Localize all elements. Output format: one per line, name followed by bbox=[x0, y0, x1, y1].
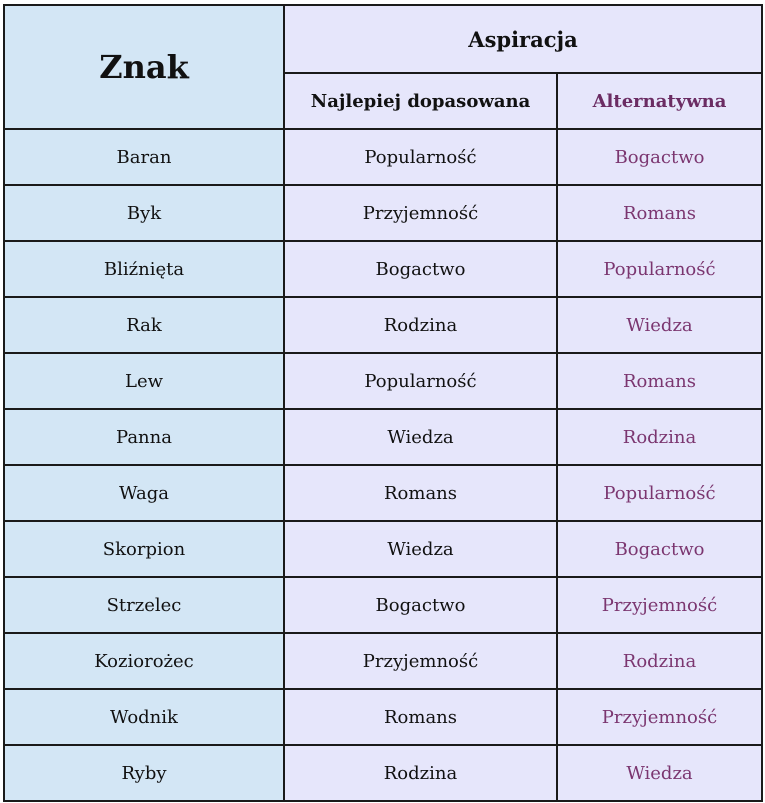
zodiac-aspiration-table bbox=[3, 4, 763, 802]
table-row bbox=[4, 745, 762, 801]
best-match-cell: Romans bbox=[284, 689, 557, 745]
alternative-cell: Popularność bbox=[557, 465, 762, 521]
sign-cell: Ryby bbox=[4, 745, 284, 801]
sign-cell: Waga bbox=[4, 465, 284, 521]
alternative-cell: Wiedza bbox=[557, 745, 762, 801]
table-row bbox=[4, 297, 762, 353]
best-match-cell: Popularność bbox=[284, 353, 557, 409]
header-alternative: Alternatywna bbox=[557, 73, 762, 129]
table-row bbox=[4, 633, 762, 689]
sign-cell: Wodnik bbox=[4, 689, 284, 745]
sign-cell: Baran bbox=[4, 129, 284, 185]
table-row bbox=[4, 577, 762, 633]
header-row-top bbox=[4, 5, 762, 73]
table-row bbox=[4, 689, 762, 745]
header-aspiration: Aspiracja bbox=[284, 5, 762, 73]
best-match-cell: Rodzina bbox=[284, 745, 557, 801]
sign-cell: Rak bbox=[4, 297, 284, 353]
sign-cell: Koziorożec bbox=[4, 633, 284, 689]
alternative-cell: Bogactwo bbox=[557, 129, 762, 185]
table-row bbox=[4, 185, 762, 241]
best-match-cell: Bogactwo bbox=[284, 577, 557, 633]
alternative-cell: Wiedza bbox=[557, 297, 762, 353]
alternative-cell: Romans bbox=[557, 353, 762, 409]
table-row bbox=[4, 129, 762, 185]
best-match-cell: Przyjemność bbox=[284, 185, 557, 241]
sign-cell: Byk bbox=[4, 185, 284, 241]
sign-cell: Strzelec bbox=[4, 577, 284, 633]
alternative-cell: Rodzina bbox=[557, 633, 762, 689]
table-row bbox=[4, 409, 762, 465]
best-match-cell: Bogactwo bbox=[284, 241, 557, 297]
table-body bbox=[4, 129, 762, 801]
header-sign: Znak bbox=[4, 5, 284, 129]
alternative-cell: Przyjemność bbox=[557, 577, 762, 633]
alternative-cell: Przyjemność bbox=[557, 689, 762, 745]
sign-cell: Lew bbox=[4, 353, 284, 409]
sign-cell: Skorpion bbox=[4, 521, 284, 577]
table-row bbox=[4, 521, 762, 577]
alternative-cell: Rodzina bbox=[557, 409, 762, 465]
best-match-cell: Wiedza bbox=[284, 409, 557, 465]
table-row bbox=[4, 465, 762, 521]
best-match-cell: Wiedza bbox=[284, 521, 557, 577]
best-match-cell: Romans bbox=[284, 465, 557, 521]
alternative-cell: Bogactwo bbox=[557, 521, 762, 577]
best-match-cell: Przyjemność bbox=[284, 633, 557, 689]
table-row bbox=[4, 353, 762, 409]
sign-cell: Panna bbox=[4, 409, 284, 465]
best-match-cell: Popularność bbox=[284, 129, 557, 185]
header-best-match: Najlepiej dopasowana bbox=[284, 73, 557, 129]
alternative-cell: Romans bbox=[557, 185, 762, 241]
alternative-cell: Popularność bbox=[557, 241, 762, 297]
sign-cell: Bliźnięta bbox=[4, 241, 284, 297]
table-row bbox=[4, 241, 762, 297]
best-match-cell: Rodzina bbox=[284, 297, 557, 353]
